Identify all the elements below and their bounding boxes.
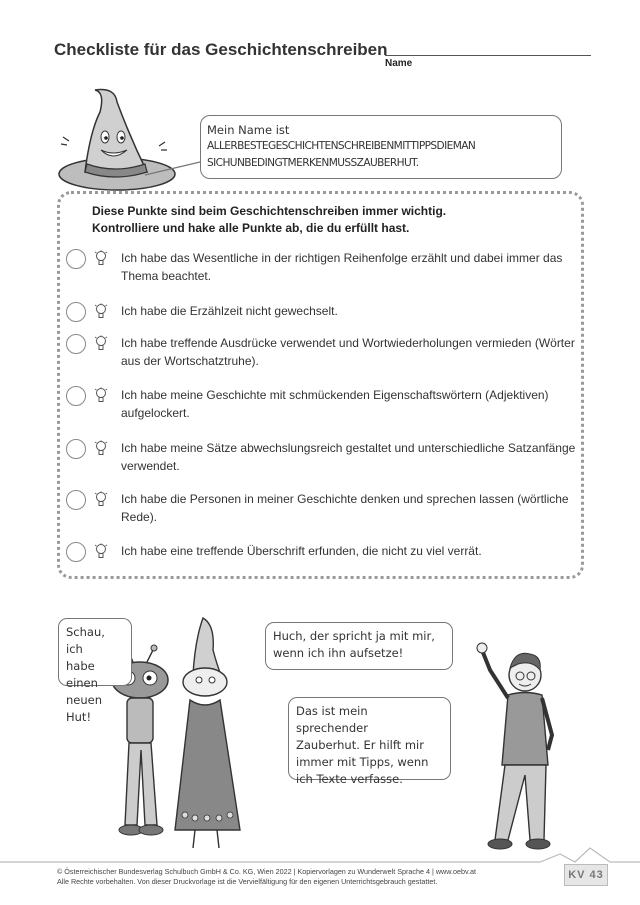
speech-bubble-teacher — [288, 697, 451, 786]
page-title: Checkliste für das Geschichtenschreiben — [54, 40, 388, 59]
lightbulb-icon — [94, 303, 108, 321]
name-label: Name — [385, 58, 413, 69]
check-circle[interactable] — [66, 249, 86, 269]
check-circle[interactable] — [66, 334, 86, 354]
checklist-item-text: Ich habe die Personen in meiner Geschichte denken und sprechen lassen (wörtliche Rede). — [121, 492, 569, 524]
hat-bubble-line: SICHUNBEDINGTMERKENMUSSZAUBERHUT. — [207, 157, 419, 169]
speech-line: Schau, ich — [66, 625, 105, 656]
speech-line: neuen Hut! — [66, 693, 103, 724]
intro-line: Diese Punkte sind beim Geschichtenschreiben immer wichtig. — [92, 204, 447, 218]
speech-line: Zauberhut. Er hilft mir — [296, 738, 424, 752]
check-circle[interactable] — [66, 302, 86, 322]
lightbulb-icon — [94, 335, 108, 353]
lightbulb-icon — [94, 387, 108, 405]
speech-line: Huch, der spricht ja mit mir, — [273, 629, 435, 643]
hat-speech-bubble — [200, 115, 562, 179]
lightbulb-icon — [94, 543, 108, 561]
lightbulb-icon — [94, 491, 108, 509]
speech-bubble-schau — [58, 618, 132, 724]
copyright-line: © Österreichischer Bundesverlag Schulbuch GmbH & Co. KG, Wien 2022 | Kopiervorlagen zu Wunderwelt Sprache 4 | www.oebv.at — [57, 867, 477, 876]
teacher-illustration — [470, 640, 580, 855]
name-line — [385, 55, 591, 56]
hat-bubble-line: Mein Name ist — [207, 123, 290, 137]
speech-line: habe einen — [66, 659, 98, 690]
footer-skyline — [0, 840, 640, 870]
speech-line: immer mit Tipps, wenn — [296, 755, 429, 769]
speech-line: wenn ich ihn aufsetze! — [273, 646, 404, 660]
check-circle[interactable] — [66, 386, 86, 406]
checklist-intro — [92, 203, 446, 237]
check-circle[interactable] — [66, 490, 86, 510]
speech-bubble-huch — [265, 622, 453, 670]
checklist-item-text: Ich habe das Wesentliche in der richtigen Reihenfolge erzählt und dabei immer das Thema beachtet. — [121, 251, 563, 283]
page-badge: KV 43 — [564, 864, 608, 886]
lightbulb-icon — [94, 250, 108, 268]
check-circle[interactable] — [66, 439, 86, 459]
rights-line: Alle Rechte vorbehalten. Von dieser Druckvorlage ist die Vervielfältigung für den eigenen Unterrichtsgebrauch gestattet. — [57, 877, 438, 886]
checklist-item-text: Ich habe meine Geschichte mit schmückenden Eigenschaftswörtern (Adjektiven) aufgelockert. — [121, 388, 549, 420]
intro-line: Kontrolliere und hake alle Punkte ab, die du erfüllt hast. — [92, 221, 410, 235]
speech-line: Das ist mein sprechender — [296, 704, 368, 735]
check-circle[interactable] — [66, 542, 86, 562]
checklist-item-text: Ich habe treffende Ausdrücke verwendet und Wortwiederholungen vermieden (Wörter aus der Wortschatztruhe). — [121, 336, 575, 368]
speech-line: ich Texte verfasse. — [296, 772, 403, 786]
lightbulb-icon — [94, 440, 108, 458]
checklist-item-text: Ich habe eine treffende Überschrift erfunden, die nicht zu viel verrät. — [121, 544, 482, 558]
checklist-item-text: Ich habe meine Sätze abwechslungsreich gestaltet und unterschiedliche Satzanfänge verwendet. — [121, 441, 576, 473]
hat-bubble-line: ALLERBESTEGESCHICHTENSCHREIBENMITTIPPSDIEMAN — [207, 140, 476, 152]
checklist-item-text: Ich habe die Erzählzeit nicht gewechselt. — [121, 304, 338, 318]
